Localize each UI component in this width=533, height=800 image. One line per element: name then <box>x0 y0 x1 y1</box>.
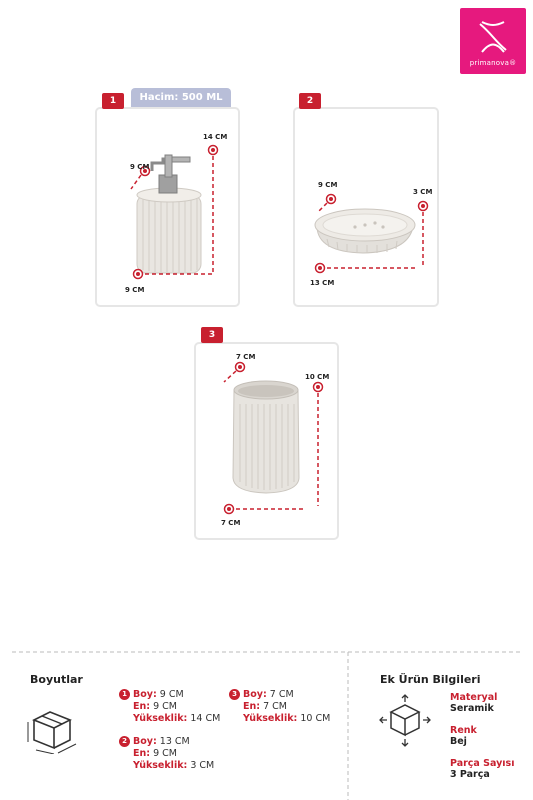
volume-tab: Hacim: 500 ML <box>131 88 231 108</box>
spec-value: 7 CM <box>269 689 294 700</box>
info-label: Materyal <box>450 692 498 703</box>
info-item-color <box>450 725 477 747</box>
logo-mark-icon <box>460 12 526 62</box>
product-badge-3: 3 <box>201 327 223 343</box>
additional-info-title: Ek Ürün Bilgileri <box>380 673 481 686</box>
spec-block-1 <box>119 689 220 725</box>
info-item-piece-count <box>450 758 514 780</box>
dimension-label: 9 CM <box>125 286 145 294</box>
spec-value: 9 CM <box>159 689 184 700</box>
dimensions-title: Boyutlar <box>30 673 83 686</box>
spec-value: 3 CM <box>190 760 215 771</box>
product-badge-1: 1 <box>102 93 124 109</box>
spec-label: Boy: <box>133 736 157 747</box>
spec-value: 14 CM <box>190 713 221 724</box>
info-label: Renk <box>450 725 477 736</box>
spec-label: Boy: <box>243 689 267 700</box>
tumbler-illustration <box>194 342 339 540</box>
dimension-label: 9 CM <box>130 163 150 171</box>
dimension-label: 7 CM <box>221 519 241 527</box>
brand-logo <box>460 8 526 74</box>
info-value: Seramik <box>450 703 494 714</box>
spec-label: En: <box>133 701 151 712</box>
spec-value: 13 CM <box>159 736 190 747</box>
spec-value: 9 CM <box>153 748 177 759</box>
spec-number: 2 <box>119 736 130 747</box>
info-value: 3 Parça <box>450 769 490 780</box>
spec-label: En: <box>243 701 261 712</box>
tumbler-image <box>233 381 299 493</box>
info-item-material <box>450 692 497 714</box>
spec-label: En: <box>133 748 151 759</box>
dimension-label: 3 CM <box>413 188 433 196</box>
dimension-label: 14 CM <box>203 133 228 141</box>
info-label: Parça Sayısı <box>450 758 515 769</box>
product-badge-2: 2 <box>299 93 321 109</box>
soap-dish-image <box>315 209 415 253</box>
brand-mark: ® <box>509 59 517 67</box>
dimension-label: 7 CM <box>236 353 256 361</box>
spec-value: 10 CM <box>300 713 331 724</box>
spec-block-3 <box>229 689 330 725</box>
spec-label: Boy: <box>133 689 157 700</box>
brand-name: primanova <box>469 59 510 67</box>
dimension-label: 10 CM <box>305 373 330 381</box>
dimension-label: 13 CM <box>310 279 335 287</box>
spec-block-2 <box>119 736 214 772</box>
dimension-label: 9 CM <box>318 181 338 189</box>
material-box-icon <box>377 692 433 748</box>
spec-value: 7 CM <box>263 701 287 712</box>
spec-label: Yükseklik: <box>133 713 188 724</box>
spec-label: Yükseklik: <box>243 713 298 724</box>
spec-label: Yükseklik: <box>133 760 188 771</box>
spec-number: 3 <box>229 689 240 700</box>
info-value: Bej <box>450 736 467 747</box>
spec-value: 9 CM <box>153 701 177 712</box>
spec-number: 1 <box>119 689 130 700</box>
box-dimensions-icon <box>26 706 80 754</box>
soap-dish-illustration <box>293 107 439 307</box>
